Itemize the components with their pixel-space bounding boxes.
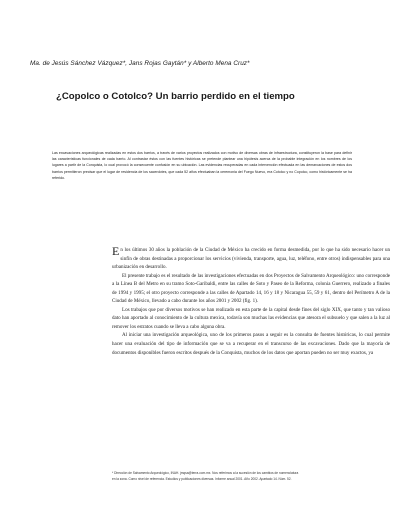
article-abstract: Las excavaciones arqueológicas realizadas en estos dos barrios, a través de varios proyectos realizados con motivo de diversas obras de infraestructura, constituyeron la base para definir las características funcionales de cada barrio. Al contrastar éstos con las fuentes históricas se pretende plantear una hipótesis acerca de la probable integración en los nombres de los lugares a partir de la Conquista, lo cual provocó la consecuente confusión en su ubicación. Las evidencias recuperadas en cada intervención efectuada en las demarcaciones de estos dos barrios permitieron precisar que el lugar de residencia de los sacerdotes, que cada 52 años efectuaban la ceremonia del Fuego Nuevo, era Cotolco y no Copolco, como históricamente se ha referido.	[52, 151, 352, 180]
body-paragraph-1-text: n los últimos 30 años la población de la Ciudad de México ha crecido en forma desmedida, por lo que ha sido necesario hacer un sinfín de obras destinadas a proporcionar los servicios (vivienda, transporte, agua, luz, teléfono, entre otros) indispensables para una urbanización en desarrollo.	[112, 247, 390, 271]
article-body	[112, 246, 390, 357]
article-authors: Ma. de Jesús Sánchez Vázquez*, Jans Rojas Gaytán* y Alberto Mena Cruz*	[30, 60, 250, 67]
drop-cap: E	[112, 244, 120, 258]
body-paragraph-3: Los trabajos que por diversos motivos se han realizado en esta parte de la capital desde fines del siglo XIX, que tanto y tan valioso dato han aportado al conocimiento de la cultura mexica, todavía son muchas las evidencias que atesora el subsuelo y que salen a la luz al remover los estratos cuando se lleva a cabo alguna obra.	[112, 306, 390, 330]
article-title: ¿Copolco o Cotolco? Un barrio perdido en el tiempo	[56, 91, 295, 102]
body-paragraph-1	[112, 246, 390, 272]
body-paragraph-2: El presente trabajo es el resultado de las investigaciones efectuadas en dos Proyectos de Salvamento Arqueológico: uno corresponde a la Línea B del Metro en su tramo Soto-Garibaldi, entre las calles de Soto y Paseo de la Reforma, colonia Guerrero, realizado a finales de 1994 y 1995; el otro proyecto corresponde a las calles de Apartado 14, 16 y 18 y Nicaragua 55, 59 y 61, dentro del Perímetro A de la Ciudad de México, llevado a cabo durante los años 2001 y 2002 (fig. 1).	[112, 272, 390, 305]
body-paragraph-4: Al iniciar una investigación arqueológica, uno de los primeros pasos a seguir es la consulta de fuentes históricas, lo cual permite hacer una evaluación del tipo de información que se va a recuperar en el transcurso de las excavaciones. Dado que la mayoría de documentos disponibles fueron escritos después de la Conquista, muchos de los datos que aportan pueden no ser muy exactos, ya	[112, 332, 390, 356]
footnote: * Dirección de Salvamento Arqueológico, INAH. jmqsa@terra.com.mx. Nos referimos a la sucesión de los cambios de nomenclatura en la zona. Como nivel de referencia. Estudios y publicaciones diversas. Informe anual 2001. Año 2002. Apartado 14. Núm. 52.	[112, 471, 299, 482]
